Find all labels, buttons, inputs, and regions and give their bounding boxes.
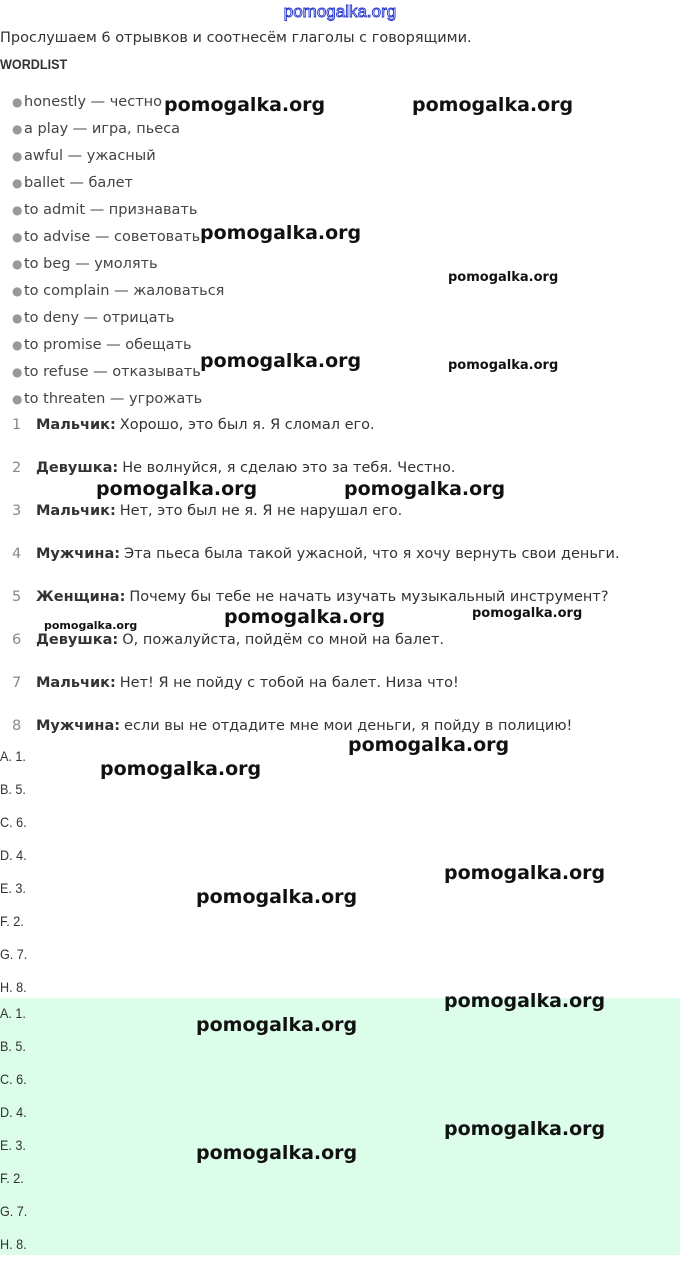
watermark: pomogalka.org [444, 862, 606, 884]
bullet-icon: ● [12, 95, 23, 109]
line-number: 6 [12, 632, 22, 648]
wordlist-item: ● to refuse — отказывать [12, 364, 201, 380]
watermark: pomogalka.org [200, 222, 362, 244]
watermark: pomogalka.org [472, 606, 583, 621]
wordlist-item: ● to beg — умолять [12, 256, 158, 272]
watermark: pomogalka.org [96, 478, 258, 500]
watermark: pomogalka.org [448, 358, 559, 373]
speaker: Девушка: [36, 632, 119, 648]
answer-item: A. 1. [0, 748, 26, 764]
wordlist-heading: WORDLIST [0, 56, 68, 72]
answer-item: H. 8. [0, 979, 27, 995]
site-logo[interactable]: pomogalka.org [283, 2, 397, 21]
wordlist-item: ● to threaten — угрожать [12, 391, 203, 407]
watermark: pomogalka.org [100, 758, 262, 780]
answer-item: G. 7. [0, 1203, 28, 1219]
answer-item: B. 5. [0, 1038, 26, 1054]
bullet-icon: ● [12, 122, 23, 136]
answer-item: A. 1. [0, 1005, 26, 1021]
line-text: Нет! Я не пойду с тобой на балет. Низа что! [119, 675, 459, 691]
bullet-icon: ● [12, 284, 23, 298]
line-number: 8 [12, 718, 22, 734]
answer-item: F. 2. [0, 913, 24, 929]
bullet-icon: ● [12, 338, 23, 352]
line-text: если вы не отдадите мне мои деньги, я пойду в полицию! [124, 718, 573, 734]
answer-item: D. 4. [0, 1104, 27, 1120]
watermark: pomogalka.org [196, 1142, 358, 1164]
line-text: Не волнуйся, я сделаю это за тебя. Честно. [122, 460, 456, 476]
watermark: pomogalka.org [348, 734, 510, 756]
bullet-icon: ● [12, 311, 23, 325]
wordlist-item: ● a play — игра, пьеса [12, 121, 181, 137]
dialogue-line [0, 630, 620, 673]
wordlist-item: ● awful — ужасный [12, 148, 156, 164]
watermark: pomogalka.org [200, 350, 362, 372]
dialogue-line [0, 458, 620, 501]
wordlist-item: ● to complain — жаловаться [12, 283, 225, 299]
line-number: 5 [12, 589, 22, 605]
speaker: Женщина: [36, 589, 126, 605]
speaker: Мужчина: [36, 546, 121, 562]
line-number: 1 [12, 417, 22, 433]
watermark: pomogalka.org [164, 94, 326, 116]
line-text: Нет, это был не я. Я не нарушал его. [119, 503, 403, 519]
wordlist-item: ● to admit — признавать [12, 202, 198, 218]
answer-item: F. 2. [0, 1170, 24, 1186]
answer-item: C. 6. [0, 814, 27, 830]
line-text: Эта пьеса была такой ужасной, что я хочу вернуть свои деньги. [124, 546, 620, 562]
dialogue-line [0, 501, 620, 544]
watermark: pomogalka.org [224, 606, 386, 628]
watermark: pomogalka.org [412, 94, 574, 116]
line-number: 7 [12, 675, 22, 691]
line-text: Почему бы тебе не начать изучать музыкальный инструмент? [129, 589, 609, 605]
bullet-icon: ● [12, 203, 23, 217]
watermark: pomogalka.org [444, 990, 606, 1012]
dialogue-list [0, 415, 620, 759]
speaker: Девушка: [36, 460, 119, 476]
wordlist-item: ● to promise — обещать [12, 337, 192, 353]
watermark: pomogalka.org [444, 1118, 606, 1140]
bullet-icon: ● [12, 149, 23, 163]
line-number: 3 [12, 503, 22, 519]
speaker: Мальчик: [36, 675, 116, 691]
watermark: pomogalka.org [344, 478, 506, 500]
wordlist-item: ● ballet — балет [12, 175, 133, 191]
dialogue-line [0, 716, 620, 759]
answer-item: B. 5. [0, 781, 26, 797]
bullet-icon: ● [12, 257, 23, 271]
answer-list [0, 746, 30, 1010]
wordlist [12, 92, 224, 416]
dialogue-line [0, 673, 620, 716]
watermark: pomogalka.org [448, 270, 559, 285]
bullet-icon: ● [12, 176, 23, 190]
watermark: pomogalka.org [44, 619, 138, 632]
answer-item: E. 3. [0, 880, 26, 896]
speaker: Мальчик: [36, 417, 116, 433]
bullet-icon: ● [12, 230, 23, 244]
watermark: pomogalka.org [196, 1014, 358, 1036]
answer-item: E. 3. [0, 1137, 26, 1153]
wordlist-item: ● to advise — советовать [12, 229, 201, 245]
answer-item: H. 8. [0, 1236, 27, 1252]
speaker: Мальчик: [36, 503, 116, 519]
answer-item: D. 4. [0, 847, 27, 863]
highlighted-answer-list [0, 1003, 30, 1267]
line-text: Хорошо, это был я. Я сломал его. [119, 417, 375, 433]
wordlist-item: ● to deny — отрицать [12, 310, 175, 326]
dialogue-line [0, 415, 620, 458]
answer-item: C. 6. [0, 1071, 27, 1087]
bullet-icon: ● [12, 392, 23, 406]
line-number: 2 [12, 460, 22, 476]
speaker: Мужчина: [36, 718, 121, 734]
intro-text: Прослушаем 6 отрывков и соотнесём глаголы с говорящими. [0, 30, 472, 46]
bullet-icon: ● [12, 365, 23, 379]
line-number: 4 [12, 546, 22, 562]
dialogue-line [0, 544, 620, 587]
watermark: pomogalka.org [196, 886, 358, 908]
answer-item: G. 7. [0, 946, 28, 962]
line-text: О, пожалуйста, пойдём со мной на балет. [122, 632, 445, 648]
wordlist-item: ● honestly — честно [12, 94, 162, 110]
